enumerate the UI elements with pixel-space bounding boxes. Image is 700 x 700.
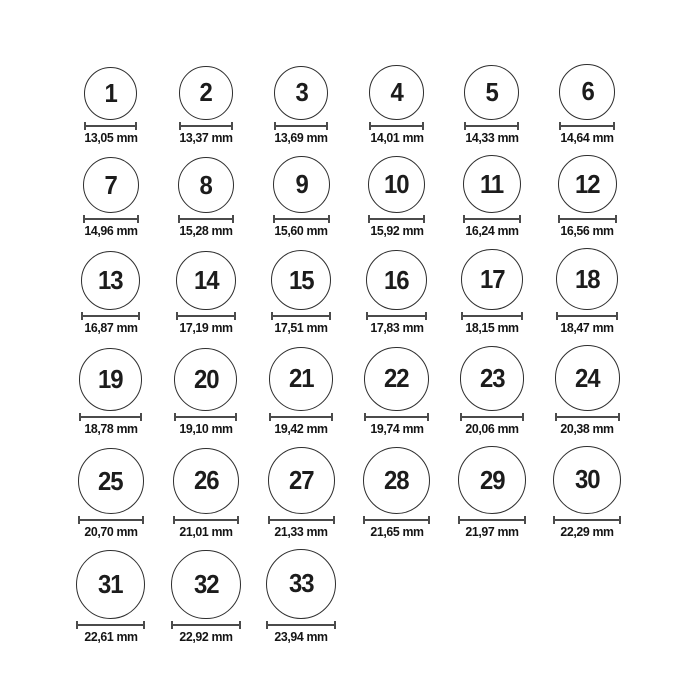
diameter-label: 14,33 mm: [465, 129, 519, 145]
ring-circle: [269, 347, 333, 411]
diameter-measure-line: [461, 312, 522, 320]
diameter-label: 13,69 mm: [274, 129, 328, 145]
ring-circle: [271, 250, 331, 310]
ring-circle: [176, 251, 236, 311]
diameter-label: 21,97 mm: [465, 524, 519, 540]
diameter-label: 20,06 mm: [465, 420, 519, 436]
ring-size-cell: [254, 549, 349, 643]
ring-size-number: 14: [193, 265, 219, 296]
diameter-label: 21,01 mm: [179, 524, 233, 540]
diameter-label: 15,92 mm: [369, 223, 424, 239]
ring-size-number: 27: [289, 465, 314, 496]
ring-circle: [369, 65, 424, 120]
ring-circle: [556, 248, 618, 310]
ring-size-cell: [158, 348, 253, 435]
ring-circle: [76, 550, 145, 619]
ring-size-cell: [349, 65, 444, 144]
ring-size-cell: [539, 155, 634, 238]
ring-circle: [463, 155, 521, 213]
ring-size-number: 19: [98, 363, 123, 394]
diameter-measure-line: [463, 215, 521, 223]
ring-circle: [178, 157, 235, 214]
ring-size-number: 12: [574, 168, 600, 199]
diameter-label: 19,10 mm: [179, 420, 233, 436]
chart-row: [63, 345, 700, 434]
ring-size-number: 28: [384, 464, 409, 495]
ring-size-number: 21: [289, 363, 314, 394]
ring-size-cell: [63, 348, 158, 435]
diameter-measure-line: [556, 312, 618, 320]
ring-size-number: 3: [295, 77, 308, 108]
diameter-measure-line: [273, 215, 330, 223]
diameter-label: 20,70 mm: [84, 524, 138, 540]
diameter-label: 19,74 mm: [369, 420, 424, 436]
ring-size-number: 25: [98, 465, 123, 496]
ring-circle: [273, 156, 330, 213]
ring-size-cell: [63, 448, 158, 538]
ring-size-number: 23: [479, 362, 505, 393]
diameter-measure-line: [553, 516, 621, 524]
ring-circle: [558, 155, 617, 214]
diameter-measure-line: [559, 122, 615, 130]
diameter-measure-line: [174, 413, 237, 421]
ring-size-number: 8: [199, 169, 213, 200]
ring-circle: [555, 345, 620, 410]
diameter-label: 17,51 mm: [274, 320, 328, 336]
chart-row: [63, 248, 700, 334]
diameter-label: 15,60 mm: [274, 223, 328, 239]
ring-circle: [174, 348, 237, 411]
ring-circle: [83, 157, 139, 213]
ring-circle: [363, 447, 430, 514]
diameter-label: 20,38 mm: [560, 420, 614, 436]
diameter-measure-line: [173, 516, 239, 524]
ring-circle: [81, 251, 140, 310]
ring-size-cell: [63, 251, 158, 334]
ring-circle: [266, 549, 336, 619]
ring-size-cell: [349, 447, 444, 538]
chart-row: [63, 549, 700, 643]
ring-size-cell: [63, 550, 158, 643]
ring-size-number: 10: [384, 169, 409, 200]
ring-size-number: 31: [98, 569, 123, 600]
ring-size-number: 30: [574, 464, 600, 495]
ring-size-number: 32: [193, 568, 219, 599]
ring-size-number: 5: [485, 76, 498, 107]
ring-size-cell: [444, 249, 539, 334]
diameter-label: 21,65 mm: [369, 524, 424, 540]
ring-size-cell: [349, 347, 444, 435]
ring-circle: [553, 446, 621, 514]
ring-size-cell: [158, 157, 253, 238]
ring-size-cell: [254, 66, 349, 144]
ring-circle: [78, 448, 144, 514]
diameter-label: 16,87 mm: [84, 320, 138, 336]
ring-size-number: 20: [193, 363, 219, 394]
diameter-measure-line: [368, 215, 426, 223]
ring-circle: [364, 347, 428, 411]
ring-size-number: 22: [384, 363, 409, 394]
diameter-label: 23,94 mm: [274, 628, 328, 644]
ring-size-number: 7: [104, 169, 117, 200]
ring-size-cell: [63, 67, 158, 144]
ring-size-cell: [158, 448, 253, 538]
ring-size-number: 18: [574, 263, 600, 294]
ring-size-cell: [254, 447, 349, 538]
diameter-label: 17,19 mm: [179, 320, 233, 336]
ring-circle: [458, 446, 526, 514]
chart-row: [63, 446, 700, 538]
diameter-label: 22,29 mm: [560, 524, 614, 540]
diameter-label: 21,33 mm: [274, 524, 328, 540]
diameter-measure-line: [555, 413, 620, 421]
ring-circle: [171, 550, 240, 619]
diameter-measure-line: [464, 122, 519, 130]
ring-size-number: 17: [479, 264, 505, 295]
ring-size-number: 11: [480, 168, 504, 199]
ring-size-number: 29: [479, 464, 505, 495]
ring-circle: [366, 250, 427, 311]
ring-size-number: 13: [98, 265, 123, 296]
ring-circle: [179, 66, 233, 120]
diameter-measure-line: [79, 413, 142, 421]
ring-size-cell: [349, 156, 444, 238]
ring-size-cell: [444, 446, 539, 538]
ring-size-number: 26: [193, 465, 219, 496]
ring-size-cell: [254, 250, 349, 334]
ring-circle: [79, 348, 142, 411]
diameter-label: 14,64 mm: [560, 129, 614, 145]
ring-size-cell: [539, 446, 634, 538]
diameter-measure-line: [274, 122, 328, 130]
ring-circle: [460, 346, 525, 411]
diameter-measure-line: [76, 621, 145, 629]
diameter-measure-line: [178, 215, 235, 223]
ring-size-cell: [444, 65, 539, 144]
diameter-measure-line: [81, 312, 140, 320]
diameter-label: 13,05 mm: [84, 129, 138, 145]
ring-size-number: 2: [199, 77, 213, 108]
ring-size-number: 16: [384, 264, 409, 295]
ring-size-cell: [444, 155, 539, 237]
diameter-label: 14,01 mm: [369, 129, 424, 145]
ring-circle: [464, 65, 519, 120]
diameter-measure-line: [83, 215, 139, 223]
diameter-measure-line: [363, 516, 430, 524]
ring-circle: [368, 156, 426, 214]
chart-row: [63, 155, 700, 238]
diameter-label: 22,61 mm: [84, 628, 138, 644]
ring-size-number: 9: [295, 169, 308, 200]
diameter-measure-line: [84, 122, 137, 130]
ring-size-number: 4: [390, 76, 403, 107]
diameter-measure-line: [268, 516, 335, 524]
ring-size-cell: [349, 250, 444, 335]
diameter-label: 18,15 mm: [465, 320, 519, 336]
diameter-measure-line: [460, 413, 525, 421]
ring-size-cell: [539, 64, 634, 144]
ring-size-number: 33: [289, 568, 314, 599]
ring-circle: [268, 447, 335, 514]
ring-size-cell: [254, 347, 349, 435]
ring-circle: [559, 64, 615, 120]
ring-size-number: 1: [104, 77, 117, 108]
ring-size-number: 15: [289, 264, 314, 295]
diameter-label: 15,28 mm: [179, 223, 233, 239]
ring-circle: [84, 67, 137, 120]
ring-size-cell: [254, 156, 349, 237]
diameter-label: 16,24 mm: [465, 223, 519, 239]
diameter-label: 18,78 mm: [84, 420, 138, 436]
diameter-label: 16,56 mm: [560, 223, 614, 239]
diameter-measure-line: [176, 312, 236, 320]
ring-size-cell: [63, 157, 158, 237]
diameter-measure-line: [179, 122, 233, 130]
diameter-measure-line: [271, 312, 331, 320]
diameter-label: 19,42 mm: [274, 420, 328, 436]
ring-size-number: 24: [574, 362, 600, 393]
diameter-measure-line: [458, 516, 526, 524]
ring-size-cell: [158, 251, 253, 335]
diameter-label: 13,37 mm: [179, 129, 233, 145]
ring-circle: [274, 66, 328, 120]
diameter-measure-line: [558, 215, 617, 223]
diameter-label: 17,83 mm: [369, 320, 424, 336]
diameter-measure-line: [364, 413, 428, 421]
ring-size-cell: [444, 346, 539, 435]
diameter-label: 14,96 mm: [84, 223, 138, 239]
chart-row: [63, 64, 700, 144]
diameter-measure-line: [269, 413, 333, 421]
ring-size-cell: [539, 248, 634, 334]
diameter-measure-line: [266, 621, 336, 629]
diameter-measure-line: [366, 312, 427, 320]
diameter-label: 22,92 mm: [179, 628, 233, 644]
ring-size-number: 6: [581, 76, 594, 107]
ring-size-cell: [158, 550, 253, 643]
ring-size-cell: [539, 345, 634, 434]
diameter-label: 18,47 mm: [560, 320, 614, 336]
ring-size-cell: [158, 66, 253, 144]
ring-circle: [173, 448, 239, 514]
diameter-measure-line: [171, 621, 240, 629]
diameter-measure-line: [369, 122, 424, 130]
ring-circle: [461, 249, 522, 310]
diameter-measure-line: [78, 516, 144, 524]
